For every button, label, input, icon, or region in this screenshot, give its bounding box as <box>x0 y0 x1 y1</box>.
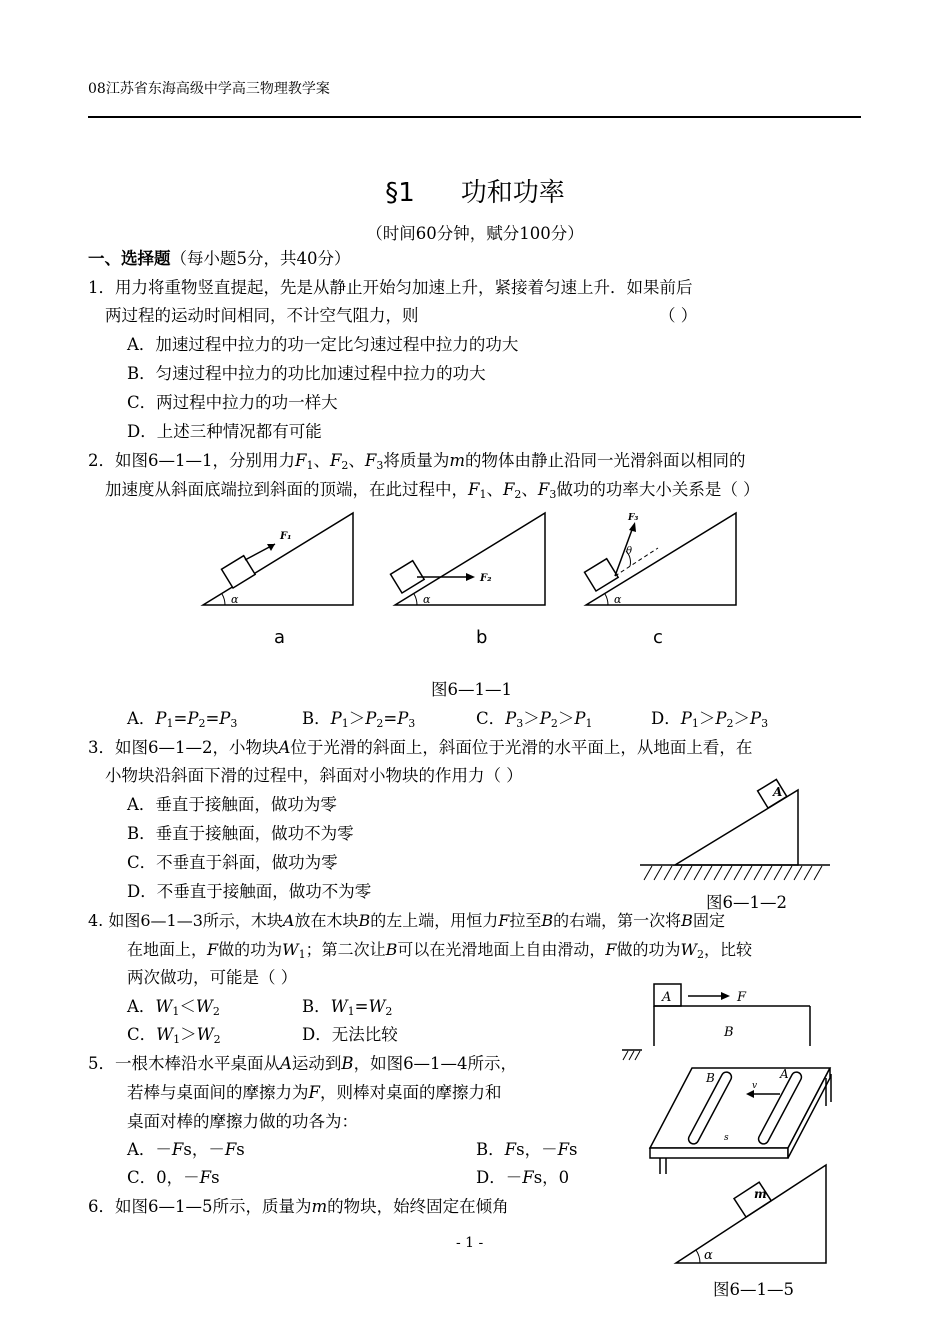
fig4-label-s: s <box>724 1133 729 1143</box>
q5-option-d: D．－Fs，0 <box>476 1168 570 1187</box>
q1-option-c: C．两过程中拉力的功一样大 <box>127 393 338 412</box>
q2-option-c: C．$P_3>P_2>P_1$ <box>476 709 593 730</box>
figure-6-1-3 <box>620 980 840 1060</box>
page-subtitle: （时间60分钟，赋分100分） <box>366 224 584 243</box>
figure-6-1-5 <box>672 1160 832 1270</box>
figure-6-1-1-b <box>387 508 557 618</box>
fig3-label-f: F <box>737 990 747 1005</box>
fig5-label-m: m <box>754 1187 767 1201</box>
angle-theta: θ <box>626 546 633 557</box>
figure-6-1-1-c <box>578 508 748 618</box>
q3-line1: 3．如图6—1—2，小物块A位于光滑的斜面上，斜面位于光滑的水平面上，从地面上看，在 <box>88 738 753 757</box>
fig5-alpha: α <box>704 1248 713 1263</box>
header-title: 08江苏省东海高级中学高三物理教学案 <box>88 81 330 97</box>
page-title <box>0 172 950 209</box>
fig-label-a: a <box>274 627 286 648</box>
q3-option-a: A．垂直于接触面，做功为零 <box>127 795 337 814</box>
q4-option-a: A．$W_1<W_2$ <box>127 997 220 1018</box>
q2-option-d: D．$P_1>P_2>P_3$ <box>651 709 769 730</box>
force-label-f3: F₃ <box>628 513 639 523</box>
section-heading <box>88 249 351 269</box>
q5-option-b: B．Fs，－Fs <box>476 1140 578 1159</box>
page-number: - 1 - <box>456 1235 484 1251</box>
title-section: §1 <box>385 178 415 208</box>
q1-line2: 两过程的运动时间相同，不计空气阻力，则 <box>105 306 419 325</box>
q5-line3: 桌面对棒的摩擦力做的功各为： <box>127 1112 358 1131</box>
block-label-a: A <box>773 785 783 799</box>
q5-line2: 若棒与桌面间的摩擦力为F，则棒对桌面的摩擦力和 <box>127 1083 502 1102</box>
figure-6-1-2 <box>640 770 840 885</box>
fig-caption-6-1-1: 图6—1—1 <box>431 680 512 699</box>
q2-line1: 2．如图6—1—1，分别用力$F_1$、$F_2$、$F_3$将质量为m的物体由静止沿同一光滑斜面以相同的 <box>88 451 746 472</box>
fig3-label-b: B <box>724 1025 734 1040</box>
header-rule <box>88 116 861 118</box>
force-label-f1: F₁ <box>280 531 292 542</box>
q2-option-a: A．$P_1=P_2=P_3$ <box>127 709 238 730</box>
q5-line1: 5．一根木棒沿水平桌面从A运动到B，如图6—1—4所示， <box>88 1054 518 1073</box>
q3-line2: 小物块沿斜面下滑的过程中，斜面对小物块的作用力（ ） <box>105 766 523 785</box>
q1-option-b: B．匀速过程中拉力的功比加速过程中拉力的功大 <box>127 364 486 383</box>
angle-alpha-c: α <box>614 593 622 606</box>
fig-caption-6-1-5: 图6—1—5 <box>713 1280 794 1299</box>
figure-6-1-1-a <box>195 508 365 618</box>
angle-alpha-b: α <box>423 593 431 606</box>
fig-caption-6-1-2: 图6—1—2 <box>706 893 787 912</box>
section-name: 一、选择题 <box>88 249 171 268</box>
fig4-label-b: B <box>706 1071 715 1085</box>
title-name: 功和功率 <box>460 178 565 208</box>
q3-option-c: C．不垂直于斜面，做功为零 <box>127 853 338 872</box>
q4-option-c: C．$W_1>W_2$ <box>127 1025 221 1046</box>
q1-line1: 1．用力将重物竖直提起，先是从静止开始匀加速上升，紧接着匀速上升．如果前后 <box>88 278 693 297</box>
q4-option-d: D．无法比较 <box>302 1025 398 1044</box>
q4-line2: 在地面上，F做的功为$W_1$；第二次让B可以在光滑地面上自由滑动，F做的功为$W_2$，比较 <box>127 940 752 961</box>
q2-line2: 加速度从斜面底端拉到斜面的顶端，在此过程中，$F_1$、$F_2$、$F_3$做功的功率大小关系是（ ） <box>105 480 760 501</box>
q2-option-b: B．$P_1>P_2=P_3$ <box>302 709 416 730</box>
fig4-label-a: A <box>780 1067 789 1081</box>
fig-label-c: c <box>653 627 663 648</box>
q3-option-b: B．垂直于接触面，做功不为零 <box>127 824 354 843</box>
fig3-label-a: A <box>662 990 672 1005</box>
angle-alpha-a: α <box>231 593 239 606</box>
q3-option-d: D．不垂直于接触面，做功不为零 <box>127 882 372 901</box>
q4-line1: 4. 如图6—1—3所示，木块A放在木块B的左上端，用恒力F拉至B的右端，第一次将B固定 <box>88 911 725 930</box>
q1-option-d: D．上述三种情况都有可能 <box>127 422 322 441</box>
fig4-label-v: v <box>752 1081 758 1091</box>
q5-option-c: C．0，－Fs <box>127 1168 220 1187</box>
q1-option-a: A．加速过程中拉力的功一定比匀速过程中拉力的功大 <box>127 335 519 354</box>
section-note: （每小题5分，共40分） <box>170 249 351 268</box>
q4-line3: 两次做功，可能是（ ） <box>127 968 298 987</box>
fig-label-b: b <box>476 627 488 648</box>
q1-answer-paren: （ ） <box>659 306 698 325</box>
q4-option-b: B．$W_1=W_2$ <box>302 997 393 1018</box>
force-label-f2: F₂ <box>480 573 492 584</box>
q5-option-a: A．－Fs，－Fs <box>127 1140 245 1159</box>
q6-line1: 6．如图6—1—5所示，质量为m的物块，始终固定在倾角 <box>88 1197 509 1216</box>
